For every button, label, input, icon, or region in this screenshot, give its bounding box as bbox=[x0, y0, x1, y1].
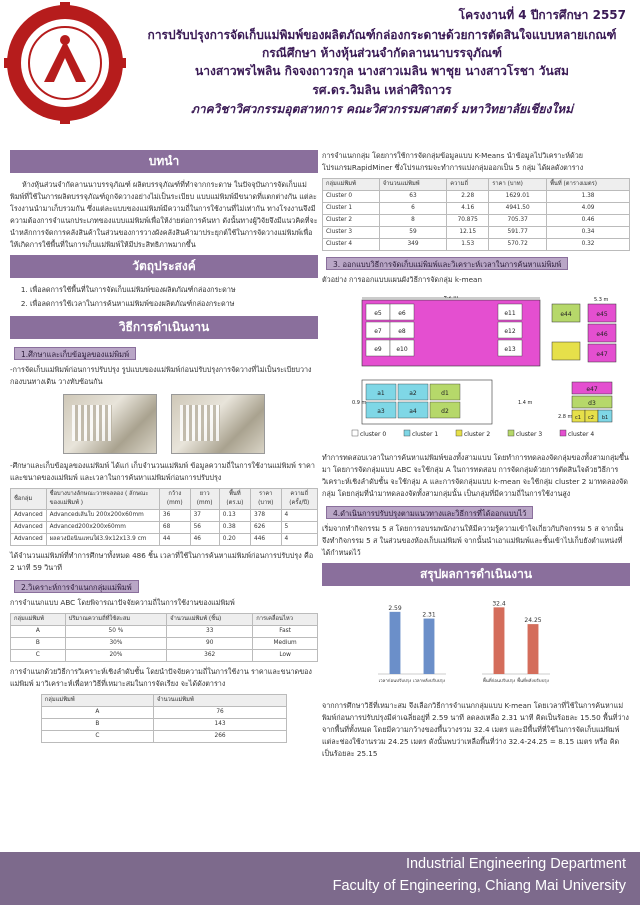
table-cell: Advancedเส้นใบ 200x200x60mm bbox=[46, 510, 159, 522]
block-label: e46 bbox=[596, 331, 608, 338]
table-cell: 59 bbox=[379, 227, 446, 239]
table-cell: ผลดวงมีอนินแทนใฝ่3.9x12x13.9 cm bbox=[46, 534, 159, 546]
table-cell: 8 bbox=[379, 215, 446, 227]
table-cell: 570.72 bbox=[489, 239, 547, 251]
table-row bbox=[323, 203, 630, 215]
step4-text: เริ่มจากทำกิจกรรม 5 ส โดยการอบรมพนักงานให้มีความรู้ความเข้าใจเกี่ยวกับกิจกรรม 5 ส จากนั้นจึงทำกิจกรรม 5 ส ในส่วนของห้องเก็บแม่พิมพ์ จากนั้นนำเอาแม่พิมพ์และชั้นเข้าไปเก็บยังตำแหน่งที่ได้กำหนดไว้ bbox=[322, 524, 624, 557]
block-label: c1 bbox=[575, 415, 581, 421]
block-label: e7 bbox=[374, 328, 382, 335]
table-row bbox=[323, 215, 630, 227]
table-header: พื้นที่ (ตารางเมตร) bbox=[547, 179, 630, 191]
table-cell: Advanced bbox=[11, 534, 47, 546]
objective-item: 1. เพื่อลดการใช้พื้นที่ในการจัดเก็บแม่พิมพ์ของผลิตภัณฑ์กล่องกระดาษ bbox=[30, 284, 318, 296]
step2-text1: การจำแนกแบบ ABC โดยพิจารณาปัจจัยความถี่ในการใช้งานของแม่พิมพ์ bbox=[10, 598, 235, 607]
table-cell: 143 bbox=[153, 719, 286, 731]
table-row bbox=[11, 510, 318, 522]
step2-title: 2.วิเคราะห์การจำแนกกลุ่มแม่พิมพ์ bbox=[14, 580, 139, 593]
data-label: 24.25 bbox=[524, 617, 542, 625]
legend-label: cluster 2 bbox=[464, 431, 491, 438]
table-header: ชื่อกลุ่ม bbox=[11, 489, 47, 510]
step1-title: 1.ศึกษาและเก็บข้อมูลของแม่พิมพ์ bbox=[14, 347, 136, 360]
legend-label: cluster 0 bbox=[360, 431, 387, 438]
block-label: e47 bbox=[596, 351, 608, 358]
block-label: e5 bbox=[374, 310, 382, 317]
step1-text3: ได้จำนวนแม่พิมพ์ที่ทำการศึกษาทั้งหมด 486 ชิ้น เวลาที่ใช้ในการค้นหาแม่พิมพ์ก่อนการปรับปรุง คือ 2 นาที 59 วินาที bbox=[10, 551, 314, 572]
step3-text: ทำการทดสอบเวลาในการค้นหาแม่พิมพ์ของทั้งสามแบบ โดยทำการทดลองจัดกลุ่มของทั้งสามกลุ่มขึ้นมา โดยการจัดกลุ่มแบบ ABC จะใช้กลุ่ม A ในการทดสอบ การจัดกลุ่มด้วยการตัดสินใจด้วยวิธีการวิเคราะห์เชิงลำดับชั้น จะใช้กลุ่ม A และการจัดกลุ่มแบบ k-mean จะใช้กลุ่ม cluster 2 มาทดลองจัดกลุ่ม โดยกลุ่มที่นำมาทดลองจัดทั้งสามกลุ่มนั้น เป็นกลุ่มที่มีความถี่ในการใช้งานสูง bbox=[322, 453, 629, 498]
table-cell: 36 bbox=[159, 510, 190, 522]
table-cell: 378 bbox=[251, 510, 282, 522]
legend-label: cluster 3 bbox=[516, 431, 543, 438]
block-label: e12 bbox=[504, 328, 516, 335]
table-cell: 90 bbox=[167, 638, 253, 650]
table-cell: 76 bbox=[153, 707, 286, 719]
table-cell: Cluster 4 bbox=[323, 239, 380, 251]
category-label: เวลาก่อนปรับปรุง bbox=[378, 679, 412, 684]
table-cell: 1629.01 bbox=[489, 191, 547, 203]
block-label: e11 bbox=[504, 310, 516, 317]
table-cell: B bbox=[11, 638, 66, 650]
table-header: ความถี่ bbox=[447, 179, 489, 191]
table-header: จำนวนแม่พิมพ์ (ชิ้น) bbox=[167, 614, 253, 626]
poster-footer bbox=[0, 852, 640, 905]
chart-bar bbox=[494, 607, 505, 674]
bottom-right-cluster-group bbox=[572, 382, 612, 422]
result-text: จากการศึกษาวิธีที่เหมาะสม จึงเลือกวิธีการจำแนกกลุ่มแบบ K-mean โดยเวลาที่ใช้ในการค้นหาแม่พิมพ์ก่อนการปรับปรุงมีค่าเฉลี่ยอยู่ที่ 2.59 นาที ลดลงเหลือ 2.31 นาที คิดเป็นร้อยละ 15.50 พื้นที่ว่างจากพื้นที่ทั้งหมด โดยมีความกว้างของพื้นวางรวม 32.4 เมตร และมีพื้นที่ที่ใช้ในการจัดเก็บแม่พิมพ์แต่ละช่องใช้งานรวม 24.25 เมตร ดังนั้นพบว่าเหลือพื้นที่ว่าง 32.4-24.25 = 8.15 เมตร หรือ คิดเป็นร้อยละ 25.15 bbox=[322, 701, 629, 758]
table-cell: 4 bbox=[281, 510, 317, 522]
poster-header bbox=[0, 0, 640, 140]
table-header: ปริมาณความถี่ที่ใช้สะสม bbox=[65, 614, 167, 626]
block-label: d1 bbox=[441, 390, 449, 397]
table-cell: 0.13 bbox=[219, 510, 250, 522]
search-time-chart bbox=[372, 592, 452, 696]
data-label: 2.59 bbox=[388, 604, 402, 612]
top-left-cluster-group bbox=[362, 300, 540, 366]
table-row bbox=[323, 239, 630, 251]
table-cell: 4.09 bbox=[547, 203, 630, 215]
table-cell: 626 bbox=[251, 522, 282, 534]
dimension-label: 5.3 m bbox=[594, 297, 609, 303]
block-label: e44 bbox=[560, 311, 572, 318]
category-label: เวลาหลังปรับปรุง bbox=[412, 679, 446, 684]
table-row bbox=[11, 522, 318, 534]
chart-bar bbox=[390, 612, 401, 674]
table-header: ราคา (บาท) bbox=[489, 179, 547, 191]
mold-data-table bbox=[10, 488, 318, 546]
step1-text2: -ศึกษาและเก็บข้อมูลของแม่พิมพ์ ได้แก่ เก็บจำนวนแม่พิมพ์ ข้อมูลความถี่ในการใช้งานแม่พิมพ์ ราคาและขนาดของแม่พิมพ์ และเวลาในการค้นหาแม่พิมพ์ก่อนการปรับปรุง bbox=[10, 461, 315, 482]
table-header: ราคา (บาท) bbox=[251, 489, 282, 510]
table-cell: 37 bbox=[190, 510, 219, 522]
left-column bbox=[10, 150, 318, 747]
table-cell: A bbox=[11, 626, 66, 638]
table-header: จำนวนแม่พิมพ์ bbox=[379, 179, 446, 191]
kmeans-table bbox=[322, 178, 630, 251]
right-column bbox=[322, 150, 630, 764]
table-cell: C bbox=[41, 731, 153, 743]
top-right-cluster-group bbox=[552, 304, 616, 362]
chart-bar bbox=[424, 619, 435, 674]
category-label: พื้นที่หลังปรับปรุง bbox=[517, 679, 549, 684]
table-cell: Cluster 0 bbox=[323, 191, 380, 203]
table-cell: Low bbox=[253, 650, 318, 662]
table-cell: C bbox=[11, 650, 66, 662]
table-header: พื้นที่ (ตร.ม) bbox=[219, 489, 250, 510]
step1-text1: -การจัดเก็บแม่พิมพ์ก่อนการปรับปรุง รูปแบบของแม่พิมพ์ก่อนปรับปรุงการจัดวางที่ไม่เป็นระเบียบวางกองบนทางเดิน วางทับซ้อนกัน bbox=[10, 365, 312, 386]
table-header: กว้าง (mm) bbox=[159, 489, 190, 510]
table-header: กลุ่มแม่พิมพ์ bbox=[323, 179, 380, 191]
dimension-label: 1.4 m bbox=[518, 400, 533, 406]
legend-label: cluster 4 bbox=[568, 431, 595, 438]
table-cell: 591.77 bbox=[489, 227, 547, 239]
table-header: ความถี่ (ครั้ง/ปี) bbox=[281, 489, 317, 510]
title-block bbox=[130, 26, 634, 119]
legend-label: cluster 1 bbox=[412, 431, 439, 438]
table-cell: 30% bbox=[65, 638, 167, 650]
objective-item: 2. เพื่อลดการใช้เวลาในการค้นหาแม่พิมพ์ของผลิตภัณฑ์กล่องกระดาษ bbox=[30, 298, 318, 310]
table-cell: Advanced bbox=[11, 522, 47, 534]
intro-text: ห้างหุ้นส่วนจำกัดลานนาบรรจุภัณฑ์ ผลิตบรรจุภัณฑ์ที่ทำจากกระดาษ ในปัจจุบันการจัดเก็บแม่พิมพ์ที่ใช้ในการผลิตบรรจุภัณฑ์ถูกจัดวางอย่างไม่เป็นระเบียบ แบบแม่พิมพ์มีขนาดที่แตกต่างกัน แต่ละโรงงานนำมาเก็บรวมกัน ซึ่งแต่ละแบบของแม่พิมพ์มีความถี่ในการใช้งานที่ไม่เท่ากัน ทางโรงงานจึงมีความต้องการจำแนกประเภทของแบบแม่พิมพ์เพื่อให้ง่ายต่อการค้นหา ดังนั้นทางผู้วิจัยจึงมีแนวคิดที่จะนำหลักการจัดการคลังสินค้าในส่วนของการวางผังคลังสินค้ามาประยุกต์ใช้ในการจัดวางแม่พิมพ์เพื่อให้เกิดการใช้พื้นที่ในการเก็บแม่พิมพ์ให้มีประสิทธิภาพมากขึ้น bbox=[10, 180, 318, 249]
table-cell: 56 bbox=[190, 522, 219, 534]
table-row bbox=[11, 650, 318, 662]
table-cell: 4 bbox=[281, 534, 317, 546]
table-cell: 266 bbox=[153, 731, 286, 743]
objectives-heading: วัตถุประสงค์ bbox=[10, 255, 318, 278]
block-label: e9 bbox=[374, 346, 382, 353]
table-row bbox=[323, 227, 630, 239]
table-cell: 0.34 bbox=[547, 227, 630, 239]
result-heading: สรุปผลการดำเนินงาน bbox=[322, 563, 630, 586]
cluster-legend bbox=[352, 430, 594, 438]
table-header: ยาว (mm) bbox=[190, 489, 219, 510]
layout-example-caption: ตัวอย่าง การออกแบบแผนผังวิธีการจัดกลุ่ม k-mean bbox=[322, 275, 482, 284]
advisor: รศ.ดร.วิมลิน เหล่าศิริถาวร bbox=[312, 83, 452, 97]
block-label: a1 bbox=[377, 390, 385, 397]
table-cell: 2.28 bbox=[447, 191, 489, 203]
chart-bar bbox=[528, 624, 539, 674]
table-cell: 6 bbox=[379, 203, 446, 215]
table-header: จำนวนแม่พิมพ์ bbox=[153, 695, 286, 707]
table-cell: 70.875 bbox=[447, 215, 489, 227]
authors: นางสาวพรไพลิน กิจจงถาวรกุล นางสาวเมลิน พาชุย นางสาวโรชา วันสม bbox=[195, 64, 569, 78]
table-row bbox=[11, 534, 318, 546]
table-cell: 1.53 bbox=[447, 239, 489, 251]
ahp-table bbox=[41, 694, 287, 743]
table-cell: 446 bbox=[251, 534, 282, 546]
step2-text2: การจำแนกด้วยวิธีการวิเคราะห์เชิงลำดับชั้น โดยนำปัจจัยความถี่ในการใช้งาน ราคาและขนาดของแม่พิมพ์ มาวิเคราะห์เพื่อหาวิธีที่เหมาะสมในการจัดเรียง จะได้ดังตาราง bbox=[10, 667, 312, 688]
table-row bbox=[11, 626, 318, 638]
objectives-list bbox=[30, 284, 318, 310]
block-label: a4 bbox=[409, 408, 417, 415]
abc-table bbox=[10, 613, 318, 662]
table-cell: 50 % bbox=[65, 626, 167, 638]
bottom-left-cluster-group bbox=[362, 380, 492, 424]
storage-area-chart bbox=[476, 592, 556, 696]
result-charts bbox=[372, 592, 630, 696]
poster-title: การปรับปรุงการจัดเก็บแม่พิมพ์ของผลิตภัณฑ์กล่องกระดาษด้วยการตัดสินใจแบบหลายเกณฑ์ bbox=[147, 28, 617, 42]
table-cell: 5 bbox=[281, 522, 317, 534]
dimension-label: 2.8 m bbox=[558, 414, 573, 420]
block-label: b1 bbox=[601, 415, 609, 421]
block-label: e45 bbox=[596, 311, 608, 318]
table-cell: B bbox=[41, 719, 153, 731]
block-label: e47 bbox=[586, 386, 598, 393]
kmeans-text: การจำแนกกลุ่ม โดยการใช้การจัดกลุ่มข้อมูลแบบ K-Means นำข้อมูลไปวิเคราะห์ด้วยโปรแกรมRapidMiner ซึ่งโปรแกรมจะทำการแบ่งกลุ่มออกเป็น 5 กลุ่ม ได้ผลดังตาราง bbox=[322, 151, 584, 172]
table-cell: 4941.50 bbox=[489, 203, 547, 215]
mold-storage-photo bbox=[63, 394, 157, 454]
block-label: e10 bbox=[396, 346, 408, 353]
table-cell: Fast bbox=[253, 626, 318, 638]
table-cell: Cluster 2 bbox=[323, 215, 380, 227]
table-row bbox=[41, 719, 286, 731]
mold-storage-photo bbox=[171, 394, 265, 454]
table-cell: Medium bbox=[253, 638, 318, 650]
footer-faculty: Faculty of Engineering, Chiang Mai University bbox=[332, 878, 626, 894]
table-row bbox=[323, 191, 630, 203]
table-row bbox=[41, 731, 286, 743]
data-label: 32.4 bbox=[492, 600, 506, 608]
table-row bbox=[41, 707, 286, 719]
table-cell: 4.16 bbox=[447, 203, 489, 215]
table-cell: 0.32 bbox=[547, 239, 630, 251]
table-cell: 0.46 bbox=[547, 215, 630, 227]
dimension-label: 4.2 m bbox=[443, 296, 459, 300]
method-heading: วิธีการดำเนินงาน bbox=[10, 316, 318, 339]
poster-subtitle: กรณีศึกษา ห้างหุ้นส่วนจำกัดลานนาบรรจุภัณฑ์ bbox=[261, 46, 503, 60]
table-cell: 63 bbox=[379, 191, 446, 203]
table-cell: Cluster 1 bbox=[323, 203, 380, 215]
block-label: e6 bbox=[398, 310, 406, 317]
step3-title: 3. ออกแบบวิธีการจัดเก็บแม่พิมพ์และวิเคราะห์เวลาในการค้นหาแม่พิมพ์ bbox=[326, 257, 568, 270]
table-cell: 46 bbox=[190, 534, 219, 546]
data-label: 2.31 bbox=[422, 611, 436, 619]
table-cell: 20% bbox=[65, 650, 167, 662]
table-cell: A bbox=[41, 707, 153, 719]
table-cell: Advanced bbox=[11, 510, 47, 522]
table-cell: 0.38 bbox=[219, 522, 250, 534]
table-cell: Cluster 3 bbox=[323, 227, 380, 239]
table-header: ชื่อบางบางลักษณะวาทจลลอง ( ลักษณะของแม่พิมพ์ ) bbox=[46, 489, 159, 510]
block-label: a2 bbox=[409, 390, 417, 397]
block-label: a3 bbox=[377, 408, 385, 415]
table-header: การเคลื่อนไหว bbox=[253, 614, 318, 626]
table-cell: 33 bbox=[167, 626, 253, 638]
table-cell: 349 bbox=[379, 239, 446, 251]
kmeans-layout-diagram bbox=[322, 296, 626, 444]
table-cell: Advanced200x200x60mm bbox=[46, 522, 159, 534]
department: ภาควิชาวิศวกรรมอุตสาหการ คณะวิศวกรรมศาสตร์ มหาวิทยาลัยเชียงใหม่ bbox=[190, 102, 574, 116]
table-header: กลุ่มแม่พิมพ์ bbox=[41, 695, 153, 707]
step4-title: 4.ดำเนินการปรับปรุงตามแนวทางและวิธีการที่ได้ออกแบบไว้ bbox=[326, 506, 533, 519]
block-label: e13 bbox=[504, 346, 516, 353]
block-label: d2 bbox=[441, 408, 449, 415]
project-number: โครงงานที่ 4 ปีการศึกษา 2557 bbox=[458, 8, 626, 22]
table-cell: 1.38 bbox=[547, 191, 630, 203]
table-cell: 68 bbox=[159, 522, 190, 534]
intro-heading: บทนำ bbox=[10, 150, 318, 173]
table-cell: 0.20 bbox=[219, 534, 250, 546]
footer-department: Industrial Engineering Department bbox=[405, 856, 626, 872]
table-row bbox=[11, 638, 318, 650]
block-label: c2 bbox=[588, 415, 594, 421]
dimension-label: 0.9 m bbox=[352, 400, 367, 406]
photo-row bbox=[10, 394, 318, 454]
university-logo-icon bbox=[4, 2, 126, 124]
table-cell: 705.37 bbox=[489, 215, 547, 227]
category-label: พื้นที่ก่อนปรับปรุง bbox=[482, 679, 516, 684]
table-cell: 12.15 bbox=[447, 227, 489, 239]
table-header: กลุ่มแม่พิมพ์ bbox=[11, 614, 66, 626]
block-label: d3 bbox=[588, 400, 596, 407]
table-cell: 44 bbox=[159, 534, 190, 546]
table-cell: 362 bbox=[167, 650, 253, 662]
block-label: e8 bbox=[398, 328, 406, 335]
